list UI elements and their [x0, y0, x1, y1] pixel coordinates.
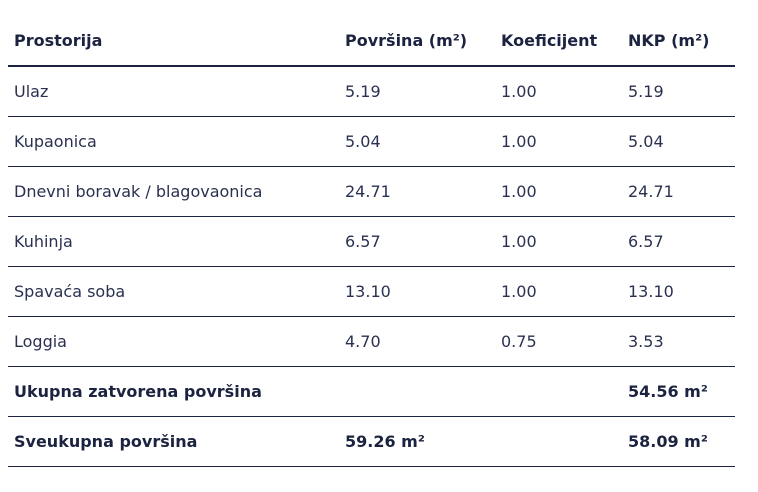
grand-total-area: 59.26 m² [345, 432, 425, 451]
header-prostorija: Prostorija [14, 31, 103, 50]
room-area: 5.19 [345, 82, 381, 101]
room-area: 4.70 [345, 332, 381, 351]
room-nkp: 3.53 [628, 332, 664, 351]
room-nkp: 5.04 [628, 132, 664, 151]
table-row [8, 167, 735, 217]
room-nkp: 13.10 [628, 282, 674, 301]
grand-total-row [8, 417, 735, 467]
room-name: Loggia [14, 332, 67, 351]
room-coefficient: 1.00 [501, 182, 537, 201]
room-nkp: 24.71 [628, 182, 674, 201]
grand-total-label: Sveukupna površina [14, 432, 198, 451]
room-coefficient: 1.00 [501, 82, 537, 101]
room-area: 24.71 [345, 182, 391, 201]
room-name: Kuhinja [14, 232, 73, 251]
total-nkp: 54.56 m² [628, 382, 708, 401]
room-name: Spavaća soba [14, 282, 126, 301]
table-row [8, 217, 735, 267]
room-area: 13.10 [345, 282, 391, 301]
table-row [8, 117, 735, 167]
room-nkp: 6.57 [628, 232, 664, 251]
header-nkp: NKP (m²) [628, 31, 710, 50]
room-name: Ulaz [14, 82, 49, 101]
room-coefficient: 0.75 [501, 332, 537, 351]
total-label: Ukupna zatvorena površina [14, 382, 262, 401]
total-enclosed-row [8, 367, 735, 417]
room-name: Kupaonica [14, 132, 97, 151]
area-table [8, 16, 735, 467]
room-coefficient: 1.00 [501, 132, 537, 151]
header-koeficijent: Koeficijent [501, 31, 598, 50]
room-name: Dnevni boravak / blagovaonica [14, 182, 263, 201]
table-header-row [8, 16, 735, 67]
room-area: 5.04 [345, 132, 381, 151]
table-row [8, 267, 735, 317]
room-area: 6.57 [345, 232, 381, 251]
room-nkp: 5.19 [628, 82, 664, 101]
grand-total-nkp: 58.09 m² [628, 432, 708, 451]
room-coefficient: 1.00 [501, 282, 537, 301]
header-povrsina: Površina (m²) [345, 31, 468, 50]
table-row [8, 67, 735, 117]
table-row [8, 317, 735, 367]
room-coefficient: 1.00 [501, 232, 537, 251]
